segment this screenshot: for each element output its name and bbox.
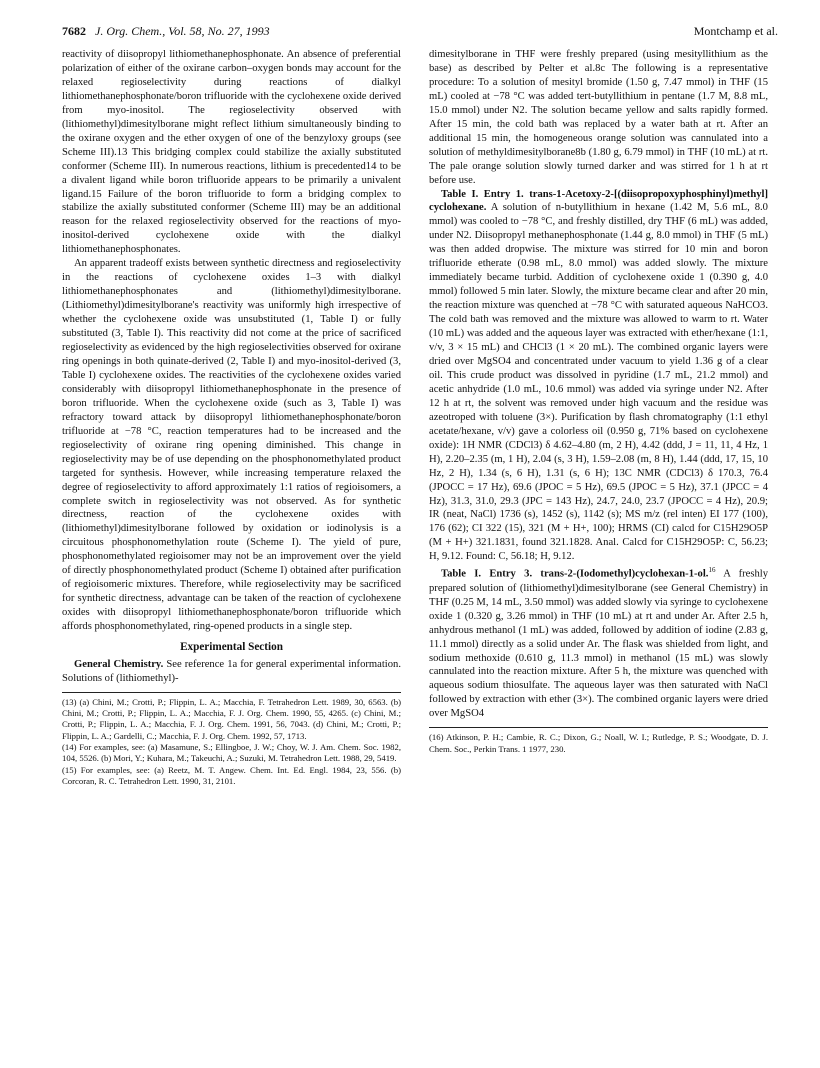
journal-volume: Vol. 58, <box>168 24 205 38</box>
paragraph-text: A solution of n-butyllithium in hexane (1.42 M, 5.6 mL, 8.0 mmol) was cooled to −78 °C, and freshly distilled, dry THF (6 mL) was added, under N2. Diisopropyl methanephosphonate (1.44 g, 8.0 mmol) in THF (5 mL) was then added dropwise. The mixture was stirred for 10 min and boron trifluoride etherate (0.98 mL, 8.0 mmol) was added slowly. The mixture immediately became turbid. Addition of cyclohexene oxide 1 (0.390 g, 4.0 mmol) followed 5 min later. Slowly, the mixture became clear and after 20 min, the reaction mixture was quenched at −78 °C with saturated aqueous NaHCO3. The cold bath was removed and the mixture was allowed to warm to rt. Water (10 mL) was added and the aqueous layer was extracted with ether/hexane (1:1, v/v, 3 × 15 mL) and CHCl3 (1 × 20 mL). The combined organic layers were dried over MgSO4 and concentrated under vacuum to yield 1.36 g of a clear oil. This crude product was dissolved in pyridine (1.7 mL, 21.2 mmol) and acetic anhydride (1.0 mL, 10.6 mmol) was added via syringe under N2. After 12 h at rt, the solvent was removed under high vacuum and the residue was azeotroped with toluene (3×). Purification by flash chromatography (1:1 ethyl acetate/hexane, v/v) gave a colorless oil (0.950 g, 71% based on cyclohexene oxide): 1H NMR (CDCl3) δ 4.62–4.80 (m, 2 H), 4.42 (ddd, J = 11, 11, 4 Hz, 1 H), 2.20–2.35 (m, 1 H), 2.04 (s, 3 H), 1.59–2.08 (m, 8 H), 1.44 (ddd, 17, 15, 10 Hz, 2 H), 1.34 (s, 6 H), 1.31 (s, 6 H); 13C NMR (CDCl3) δ 170.3, 76.4 (JPOCC = 17 Hz), 69.6 (JPOC = 5 Hz), 69.5 (JPOC = 5 Hz), 37.1 (JPCC = 4 Hz), 31.3, 31.0, 29.3 (JPC = 143 Hz), 24.7, 24.0, 23.7 (JPOCC = 4 Hz), 20.9; IR (neat, NaCl) 1736 (s), 1452 (s), 1142 (s); MS m/z (rel inten) EI 177 (100), 176 (62); CI 322 (15), 321 (M + H+, 100); HRMS (CI) calcd for C15H29O5P (M + H+) 321.1831, found 321.1828. Anal. Calcd for C15H29O5P: C, 56.23; H, 9.12. Found: C, 56.18; H, 9.12. <box>429 202 768 563</box>
entry-1-heading: Table I. Entry 1. trans-1-Acetoxy-2-[(diisopropoxyphosphinyl)methyl] cyclohexane. <box>429 188 768 214</box>
entry-3-heading: Table I. Entry 3. trans-2-(Iodomethyl)cyclohexan-1-ol. <box>441 568 709 580</box>
footnote-divider <box>429 727 768 728</box>
run-in-heading: General Chemistry. <box>74 658 164 670</box>
entry-1-paragraph <box>429 188 768 565</box>
entry-3-paragraph <box>429 564 768 721</box>
footnote: (14) For examples, see: (a) Masamune, S.; Ellingboe, J. W.; Choy, W. J. Am. Chem. Soc. 1982, 104, 5526. (b) Mori, Y.; Kuhara, M.; Takeuchi, A.; Suzuki, M. Tetrahedron Lett. 1988, 29, 5419. <box>62 742 401 764</box>
body-paragraph: dimesitylborane in THF were freshly prepared (using mesityllithium as the base) as described by Pelter et al.8c The following is a representative procedure: To a solution of mesityl bromide (1.50 g, 7.47 mmol) in THF (15 mL) cooled at −78 °C was added tert-butyllithium in pentane (1.7 M, 8.8 mL, 15.0 mmol) under N2. The solution became yellow and salts rapidly formed. After 15 min, the cold bath was replaced by a water bath at rt. After an additional 15 min, the homogeneous orange solution was cannulated into a solution of methyldimesitylborane8b (1.80 g, 6.79 mmol) in THF (10 mL) at rt. The pale orange solution slowly turned darker and was stirred for 1 h at rt before use. <box>429 49 768 186</box>
body-paragraph: reactivity of diisopropyl lithiomethanephosphonate. An absence of preferential polarization of either of the oxirane carbon–oxygen bonds may account for the relaxed regioselectivity during reactions of dialkyl lithiomethanephosphonate/boron trifluoride with the cyclohexene oxide derived from myo-inositol. The regioselectivity observed with (lithiomethyl)dimesitylborane might reflect lithium simultaneously binding to the oxirane oxygen and the ether oxygen of one of the benzyloxy groups (see Scheme III).13 This bridging complex could stabilize the axially substituted conformer (Scheme III). In numerous reactions, lithium is precedented14 to be a divalent ligand while boron trifluoride appears to be primarily a univalent ligand.15 Failure of the boron trifluoride to form a bridging complex to stabilize the axially substituted conformer (Scheme III) may be an additional reason for the relaxed regioselectivity observed for the reactions of myo-inositol-derived cyclohexene oxide with the dialkyl lithiomethanephosphonates. <box>62 49 401 256</box>
section-heading: Experimental Section <box>180 641 283 654</box>
footnote: (13) (a) Chini, M.; Crotti, P.; Flippin, L. A.; Macchia, F. Tetrahedron Lett. 1989, 30, 6563. (b) Chini, M.; Crotti, P.; Flippin, L. A.; Macchia, F. J. Org. Chem. 1990, 55, 4265. (c) Chini, M.; Crotti, P.; Flippin, L. A.; Macchia, F. J. Org. Chem. 1991, 56, 7043. (d) Chini, M.; Crotti, P.; Flippin, L. A.; Gardelli, C.; Macchia, F. J. Org. Chem. 1992, 57, 1713. <box>62 696 401 741</box>
header-citation <box>62 24 270 39</box>
page-number: 7682 <box>62 24 86 38</box>
footnote: (16) Atkinson, P. H.; Cambie, R. C.; Dixon, G.; Noall, W. I.; Rutledge, P. S.; Woodgate, D. J. Chem. Soc., Perkin Trans. 1 1977, 230. <box>429 732 768 754</box>
body-paragraph: An apparent tradeoff exists between synthetic directness and regioselectivity in the reactions of cyclohexene oxides 1–3 with dialkyl lithiomethanephosphonates and (lithiomethyl)dimesitylborane. (Lithiomethyl)dimesitylborane's reactivity was uniformly high irrespective of whether the cyclohexene oxide was unsubstituted (1, Table I) or fully substituted (3, Table I). This reactivity did not come at the price of sacrificed regioselectivity as evidenced by the high regioselectivities observed for oxirane ring openings in both quinate-derived (2, Table I) and myo-inositol-derived (3, Table I) cyclohexene oxides. The reactivities of the cyclohexene oxides varied considerably with diisopropyl lithiomethanephosphonate in the presence of boron trifluoride. When the cyclohexene oxide (such as 3, Table I) was refractory toward attack by diisopropyl lithiomethanephosphonate/boron trifluoride at −78 °C, reaction temperatures had to be increased and the regioselectivity of oxirane ring opening diminished. This change in regioselectivity may be of use depending on the phosphonomethylated product targeted for synthesis. However, while increasing temperature relaxed the degree of regioselectivity to afford approximately 1:1 ratios of regioisomers, a complete switch in regioselectivity was not observed. As for synthetic directness, reaction of the cyclohexene oxides with (lithiomethyl)dimesitylborane followed by oxidation or iodinolysis is a circuitous phosphonomethylation route (Scheme I). The yield of pure, phosphonomethylated regioisomer may not be an improvement over the yield of directly phosphonomethylated product (Scheme I) obtained after purification of regioisomeric mixtures. Therefore, while regioselectivity may be sacrificed for synthetic directness, advantage can be taken of the reaction of cyclohexene oxides with diisopropyl lithiomethanephosphonate/boron trifluoride which affords phosphonomethylated, ring-opened products in a single step. <box>62 258 401 633</box>
paragraph-text: A freshly prepared solution of (lithiomethyl)dimesitylborane (see General Chemistry) in THF (0.25 M, 14 mL, 3.50 mmol) was added slowly via syringe to cyclohexene oxide 1 (0.320 g, 3.26 mmol) in THF (10 mL) at rt and under Ar. After 2.5 h, anhydrous methanol (1 mL) was added, followed by addition of iodine (2.83 g, 11.1 mmol) directly as a solid under Ar. The flask was shielded from light, and sodium methoxide (0.610 g, 11.3 mmol) in methanol (15 mL) was slowly cannulated into the reaction mixture. After 5 h, the mixture was quenched with aqueous sodium thiosulfate. The aqueous layer was then saturated with NaCl followed by extraction with ether (3×). The combined organic layers were dried over MgSO4 <box>429 568 768 720</box>
running-header <box>62 24 778 42</box>
left-column <box>62 48 401 787</box>
right-column <box>429 48 768 755</box>
footnote-ref: 16 <box>708 566 716 575</box>
footnote: (15) For examples, see: (a) Reetz, M. T. Angew. Chem. Int. Ed. Engl. 1984, 23, 556. (b) Corcoran, R. C. Tetrahedron Lett. 1990, 31, 2101. <box>62 764 401 786</box>
paragraph-text: See reference 1a for general experimental information. Solutions of (lithiomethyl)- <box>62 658 401 684</box>
footnote-divider <box>62 692 401 693</box>
general-chemistry-paragraph <box>62 658 401 686</box>
header-authors: Montchamp et al. <box>693 24 778 38</box>
journal-name: J. Org. Chem., <box>95 24 166 38</box>
journal-issue: No. 27, 1993 <box>207 24 270 38</box>
